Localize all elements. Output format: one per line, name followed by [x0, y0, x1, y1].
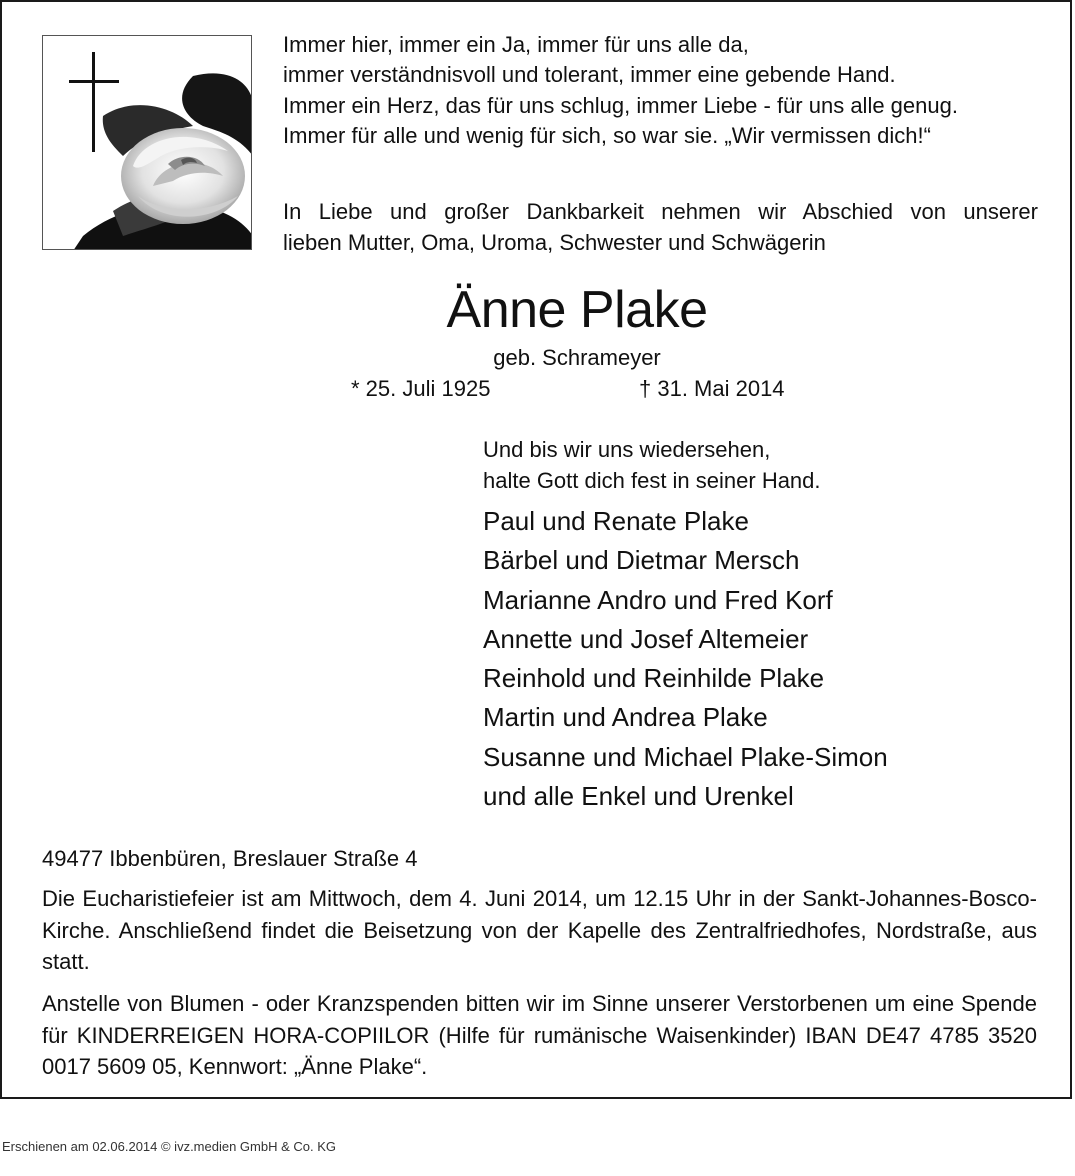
- cross-rose-image: [42, 35, 252, 250]
- intro-line: In Liebe und großer Dankbarkeit nehmen wir Abschied von unserer: [283, 199, 1038, 224]
- verse-line: Und bis wir uns wiedersehen,: [483, 437, 771, 462]
- poem-line: Immer für alle und wenig für sich, so war sie. „Wir vermissen dich!“: [283, 122, 931, 148]
- mourner: Reinhold und Reinhilde Plake: [483, 663, 825, 694]
- poem-line: Immer hier, immer ein Ja, immer für uns alle da,: [283, 32, 749, 57]
- verse: [483, 435, 821, 496]
- birth-name: geb. Schrameyer: [493, 345, 661, 370]
- mourners-list: [483, 502, 888, 816]
- mourner: und alle Enkel und Urenkel: [483, 781, 794, 812]
- poem-line: Immer ein Herz, das für uns schlug, immer Liebe - für uns alle genug.: [283, 92, 958, 118]
- death-date: † 31. Mai 2014: [639, 376, 785, 401]
- publication-footer: Erschienen am 02.06.2014 © ivz.medien GmbH & Co. KG: [2, 1139, 337, 1154]
- birth-date: * 25. Juli 1925: [351, 376, 491, 401]
- mourner: Paul und Renate Plake: [483, 506, 749, 536]
- service-info: Die Eucharistiefeier ist am Mittwoch, dem 4. Juni 2014, um 12.15 Uhr in der Sankt-Johannes-Bosco-Kirche. Anschließend findet die Beisetzung von der Kapelle des Zentralfriedhofes, Nordstraße, aus statt.: [42, 886, 1037, 974]
- poem: [283, 30, 1043, 151]
- intro-line: lieben Mutter, Oma, Uroma, Schwester und Schwägerin: [283, 229, 826, 255]
- address: 49477 Ibbenbüren, Breslauer Straße 4: [42, 846, 418, 871]
- mourner: Susanne und Michael Plake-Simon: [483, 741, 888, 772]
- mourner: Bärbel und Dietmar Mersch: [483, 545, 800, 576]
- farewell-intro: [283, 197, 1038, 258]
- poem-line: immer verständnisvoll und tolerant, immer eine gebende Hand.: [283, 62, 896, 88]
- mourner: Martin und Andrea Plake: [483, 702, 768, 733]
- mourner: Marianne Andro und Fred Korf: [483, 584, 833, 615]
- deceased-name: Änne Plake: [446, 281, 708, 339]
- rose-illustration: [43, 36, 252, 250]
- donation-info: Anstelle von Blumen - oder Kranzspenden bitten wir im Sinne unserer Verstorbenen um eine Spende für KINDERREIGEN HORA-COPIILOR (Hilfe für rumänische Waisenkinder) IBAN DE47 4785 3520 0017 5609 05, Kennwort: „Änne Plake“.: [42, 991, 1037, 1079]
- verse-line: halte Gott dich fest in seiner Hand.: [483, 467, 821, 493]
- mourner: Annette und Josef Altemeier: [483, 623, 809, 654]
